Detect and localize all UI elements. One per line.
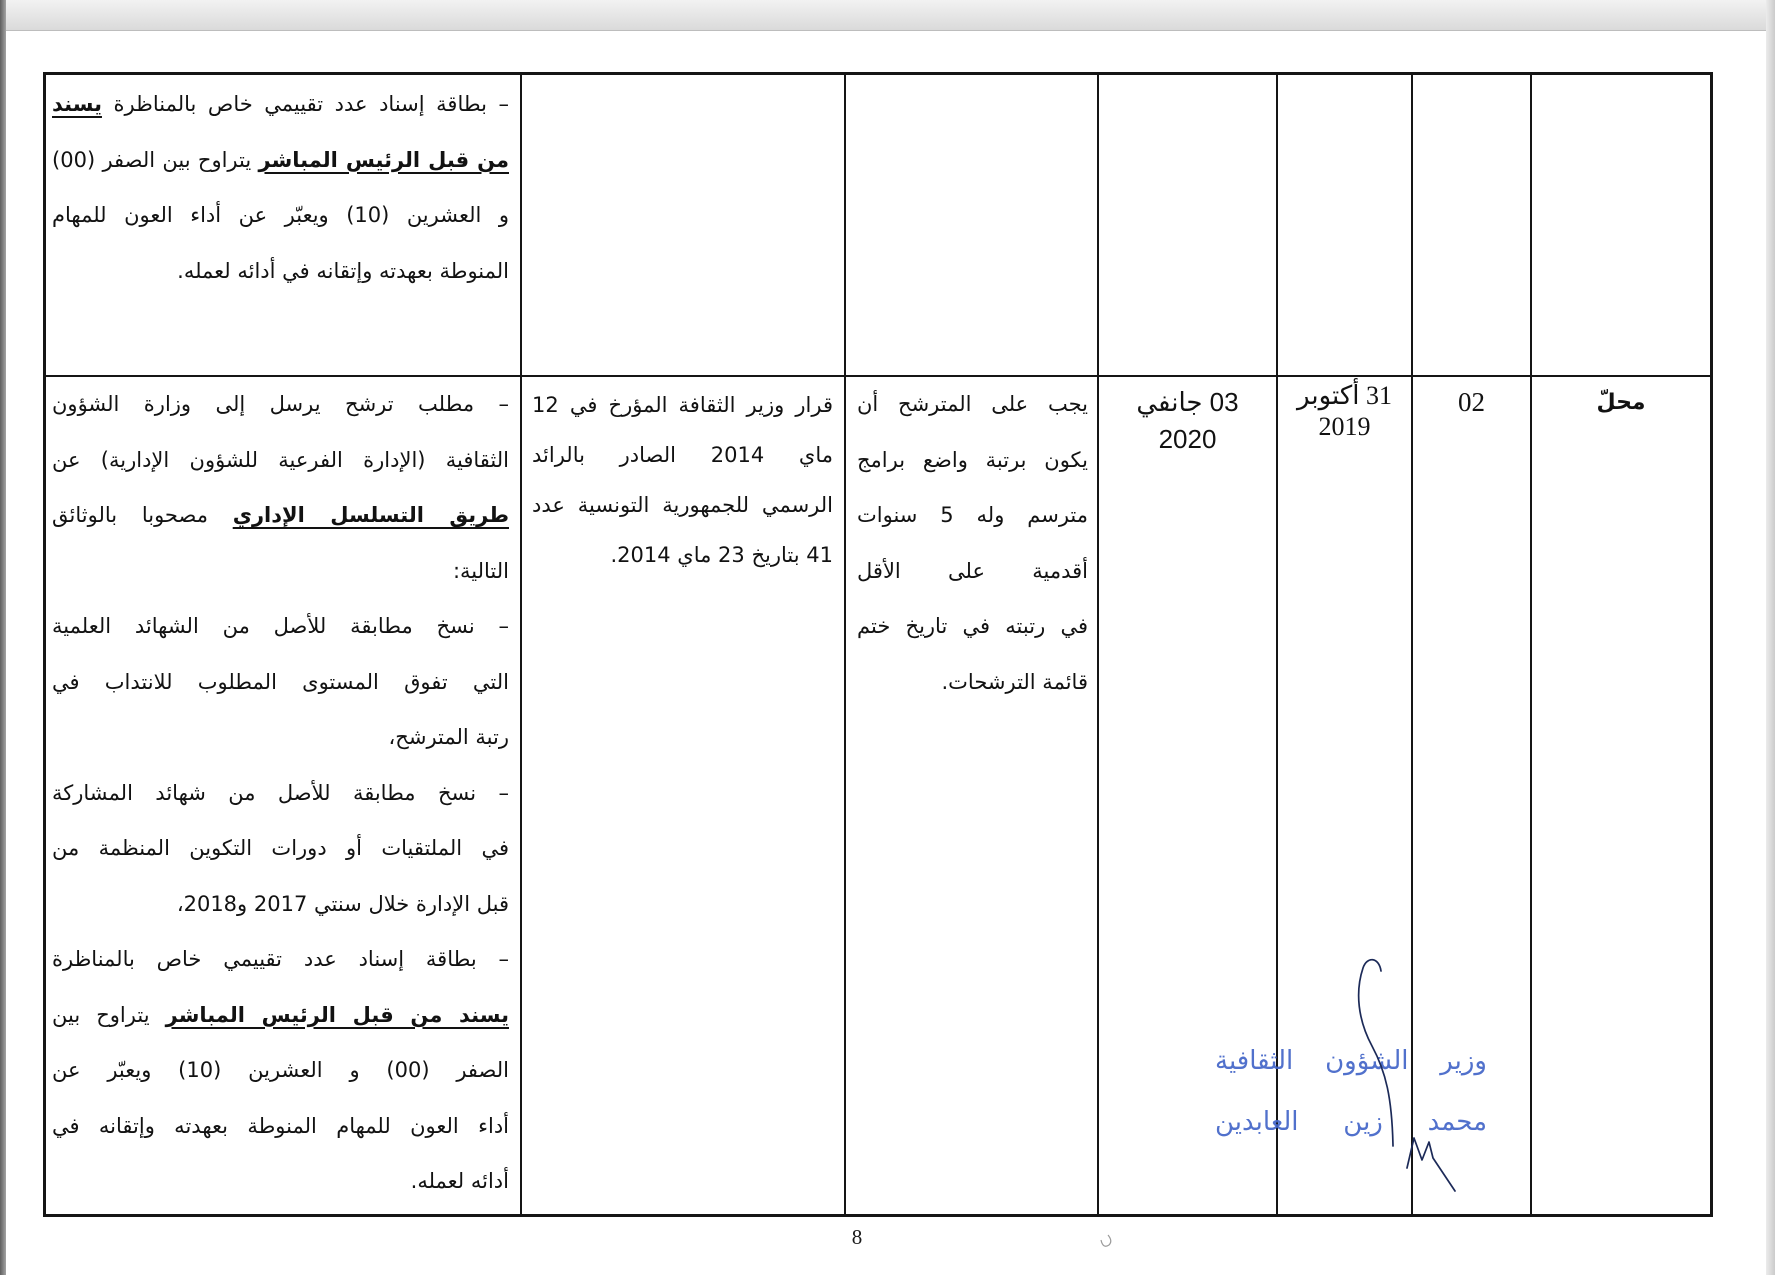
- text-line: أقدمية على الأقل: [857, 558, 1088, 583]
- decree-cell: [520, 377, 844, 1214]
- paragraph: [857, 377, 1088, 710]
- emphasized-text: يسند: [52, 92, 102, 116]
- first-date-day-month: 31 أكتوبر: [1297, 381, 1392, 410]
- emphasized-text: من قبل الرئيس المباشر: [258, 147, 509, 172]
- text-line: ماي 2014 الصادر بالرائد: [532, 443, 833, 467]
- text-line: و العشرين (10) ويعبّر عن أداء العون للمهام: [52, 203, 509, 227]
- text-line: [52, 133, 509, 189]
- paragraph: [52, 377, 509, 599]
- text-line: في رتبته في تاريخ ختم: [857, 614, 1088, 638]
- minister-stamp: [1215, 1031, 1487, 1153]
- paragraph: [52, 766, 509, 933]
- emphasized-text: طريق التسلسل الإداري: [232, 503, 509, 527]
- text-line: أداء العون للمهام المنوطة بعهدته وإتقانه في: [52, 1113, 509, 1138]
- scan-mark: [1101, 1235, 1111, 1246]
- emphasized-text: يسند من قبل الرئيس المباشر: [165, 1002, 509, 1027]
- text-line: الثقافية (الإدارة الفرعية للشؤون الإدارية) عن: [52, 447, 509, 472]
- text-line: الصفر (00) و العشرين (10) ويعبّر عن: [52, 1058, 509, 1082]
- label-cell: [1530, 377, 1710, 1214]
- text-line: قرار وزير الثقافة المؤرخ في 12: [532, 393, 833, 417]
- stamp-name: محمد زين العابدين: [1215, 1107, 1487, 1137]
- text-segment: يتراوح بين: [52, 1002, 150, 1027]
- text-line: – نسخ مطابقة للأصل من شهائد المشاركة: [52, 780, 509, 805]
- text-segment: – بطاقة إسناد عدد تقييمي خاص بالمناظرة: [113, 92, 509, 116]
- text-line: [52, 988, 509, 1044]
- text-segment: يتراوح بين الصفر (00): [52, 147, 252, 172]
- documents-cell: [46, 75, 520, 377]
- scan-edge-right: [1766, 0, 1775, 1275]
- text-line: يجب على المترشح أن: [857, 392, 1088, 416]
- empty-cell: [1411, 75, 1530, 377]
- empty-cell: [844, 75, 1097, 377]
- empty-cell: [1530, 75, 1710, 377]
- text-line: يكون برتبة واضع برامج: [857, 447, 1088, 472]
- label-text: محلّ: [1596, 390, 1646, 415]
- text-line: – مطلب ترشح يرسل إلى وزارة الشؤون: [52, 392, 509, 416]
- empty-cell: [1276, 75, 1411, 377]
- text-line: التالية:: [452, 558, 509, 583]
- text-line: [52, 77, 509, 133]
- page-number: 8: [851, 1225, 863, 1249]
- stamp-title: وزير الشؤون الثقافية: [1215, 1046, 1487, 1076]
- count-value: 02: [1458, 387, 1485, 417]
- text-line: الرسمي للجمهورية التونسية عدد: [532, 493, 833, 517]
- scan-edge-left: [0, 0, 6, 1275]
- text-line: – نسخ مطابقة للأصل من الشهائد العلمية: [52, 614, 509, 638]
- text-line: مترسم وله 5 سنوات: [857, 503, 1088, 527]
- text-line: المنوطة بعهدته وإتقانه في أدائه لعمله.: [177, 258, 509, 283]
- text-line: 41 بتاريخ 23 ماي 2014.: [610, 543, 833, 567]
- documents-cell: [46, 377, 520, 1214]
- text-line: في الملتقيات أو دورات التكوين المنظمة من: [52, 836, 509, 860]
- first-date-year: 2019: [1318, 412, 1371, 441]
- text-line: أدائه لعمله.: [410, 1169, 509, 1193]
- paragraph: [52, 77, 509, 299]
- text-line: [52, 488, 509, 544]
- paragraph: [52, 932, 509, 1210]
- empty-cell: [1097, 75, 1276, 377]
- conditions-cell: [844, 377, 1097, 1214]
- scan-edge-top: [0, 0, 1775, 31]
- text-line: قبل الإدارة خلال سنتي 2017 و2018،: [176, 891, 509, 916]
- text-line: قائمة الترشحات.: [941, 669, 1088, 694]
- second-date-day-month: 03 جانفي: [1136, 387, 1239, 417]
- second-date-year: 2020: [1158, 424, 1217, 454]
- text-segment: مصحوبا بالوثائق: [52, 503, 208, 527]
- empty-cell: [520, 75, 844, 377]
- text-line: التي تفوق المستوى المطلوب للانتداب في: [52, 669, 509, 694]
- paragraph: [532, 380, 833, 580]
- text-line: رتبة المترشح،: [388, 725, 509, 749]
- text-line: – بطاقة إسناد عدد تقييمي خاص بالمناظرة: [52, 947, 509, 971]
- paragraph: [52, 599, 509, 766]
